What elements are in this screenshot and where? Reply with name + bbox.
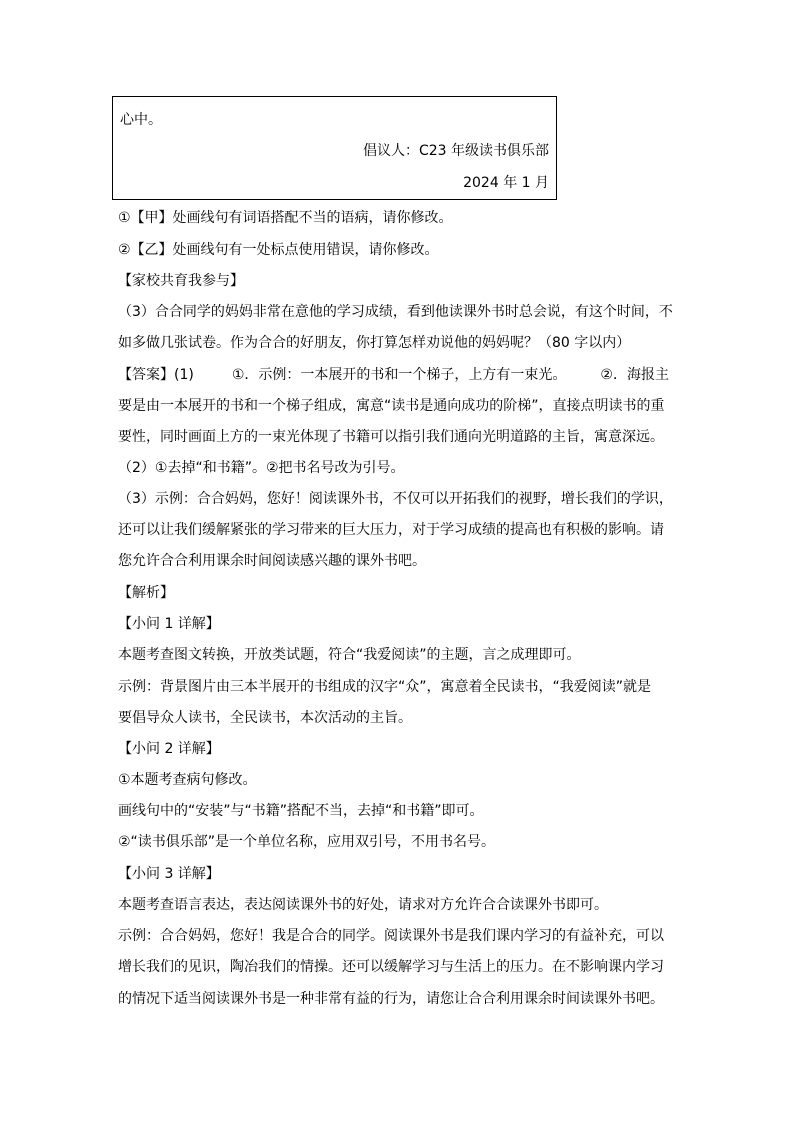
answer-line: 还可以让我们缓解紧张的学习带来的巨大压力，对于学习成绩的提高也有积极的影响。请: [118, 522, 664, 538]
analysis-line: 要倡导众人读书，全民读书，本次活动的主旨。: [118, 710, 412, 726]
answer-line: 要是由一本展开的书和一个梯子组成，寓意“读书是通向成功的阶梯”，直接点明读书的重: [118, 398, 665, 414]
answer-line: 您允许合合利用课余时间阅读感兴趣的课外书吧。: [118, 553, 426, 569]
analysis-line: 画线句中的“安装”与“书籍”搭配不当，去掉“和书籍”即可。: [118, 803, 484, 819]
analysis-line: 示例：背景图片由三本半展开的书组成的汉字“众”，寓意着全民读书，“我爱阅读”就是: [118, 679, 652, 695]
subquestion-1-title: 【小问 1 详解】: [118, 616, 220, 632]
section-title: 【家校共育我参与】: [118, 273, 244, 289]
answer-line: 要性，同时画面上方的一束光体现了书籍可以指引我们通向光明道路的主旨，寓意深远。: [118, 429, 664, 445]
analysis-title: 【解析】: [118, 585, 174, 601]
analysis-line: 示例：合合妈妈，您好！我是合合的同学。阅读课外书是我们课内学习的有益补充，可以: [118, 928, 664, 944]
box-date: 2024 年 1 月: [463, 175, 549, 191]
proposal-box: [112, 96, 557, 200]
subquestion-3-title: 【小问 3 详解】: [118, 866, 220, 882]
analysis-line: 本题考查语言表达，表达阅读课外书的好处，请求对方允许合合读课外书即可。: [118, 897, 608, 913]
question-jia: ①【甲】处画线句有词语搭配不当的语病，请你修改。: [118, 210, 453, 226]
analysis-line: 增长我们的见识，陶冶我们的情操。还可以缓解学习与生活上的压力。在不影响课内学习: [118, 959, 664, 975]
box-signer: 倡议人：C23 年级读书俱乐部: [362, 143, 549, 159]
question-3-line: （3）合合同学的妈妈非常在意他的学习成绩，看到他读课外书时总会说，有这个时间，不: [118, 304, 673, 320]
analysis-line: ①本题考查病句修改。: [118, 772, 257, 788]
subquestion-2-title: 【小问 2 详解】: [118, 741, 220, 757]
answer-line: （3）示例：合合妈妈，您好！阅读课外书，不仅可以开拓我们的视野，增长我们的学识，: [118, 491, 673, 507]
box-text-line: 心中。: [120, 112, 162, 128]
question-yi: ②【乙】处画线句有一处标点使用错误，请你修改。: [118, 242, 439, 258]
answer-label: 【答案】(1): [118, 367, 194, 383]
answer-line: （2）①去掉“和书籍”。②把书名号改为引号。: [118, 460, 405, 476]
answer-line: [118, 365, 669, 385]
answer-part-1: ①．示例：一本展开的书和一个梯子，上方有一束光。: [231, 367, 567, 383]
analysis-line: 的情况下适当阅读课外书是一种非常有益的行为，请您让合合利用课余时间读课外书吧。: [118, 991, 664, 1007]
analysis-line: ②“读书俱乐部”是一个单位名称，应用双引号，不用书名号。: [118, 834, 496, 850]
analysis-line: 本题考查图文转换，开放类试题，符合“我爱阅读”的主题，言之成理即可。: [118, 647, 581, 663]
question-3-line: 如多做几张试卷。作为合合的好朋友，你打算怎样劝说他的妈妈呢？（80 字以内）: [118, 335, 631, 351]
answer-part-2: ②．海报主: [600, 367, 669, 383]
